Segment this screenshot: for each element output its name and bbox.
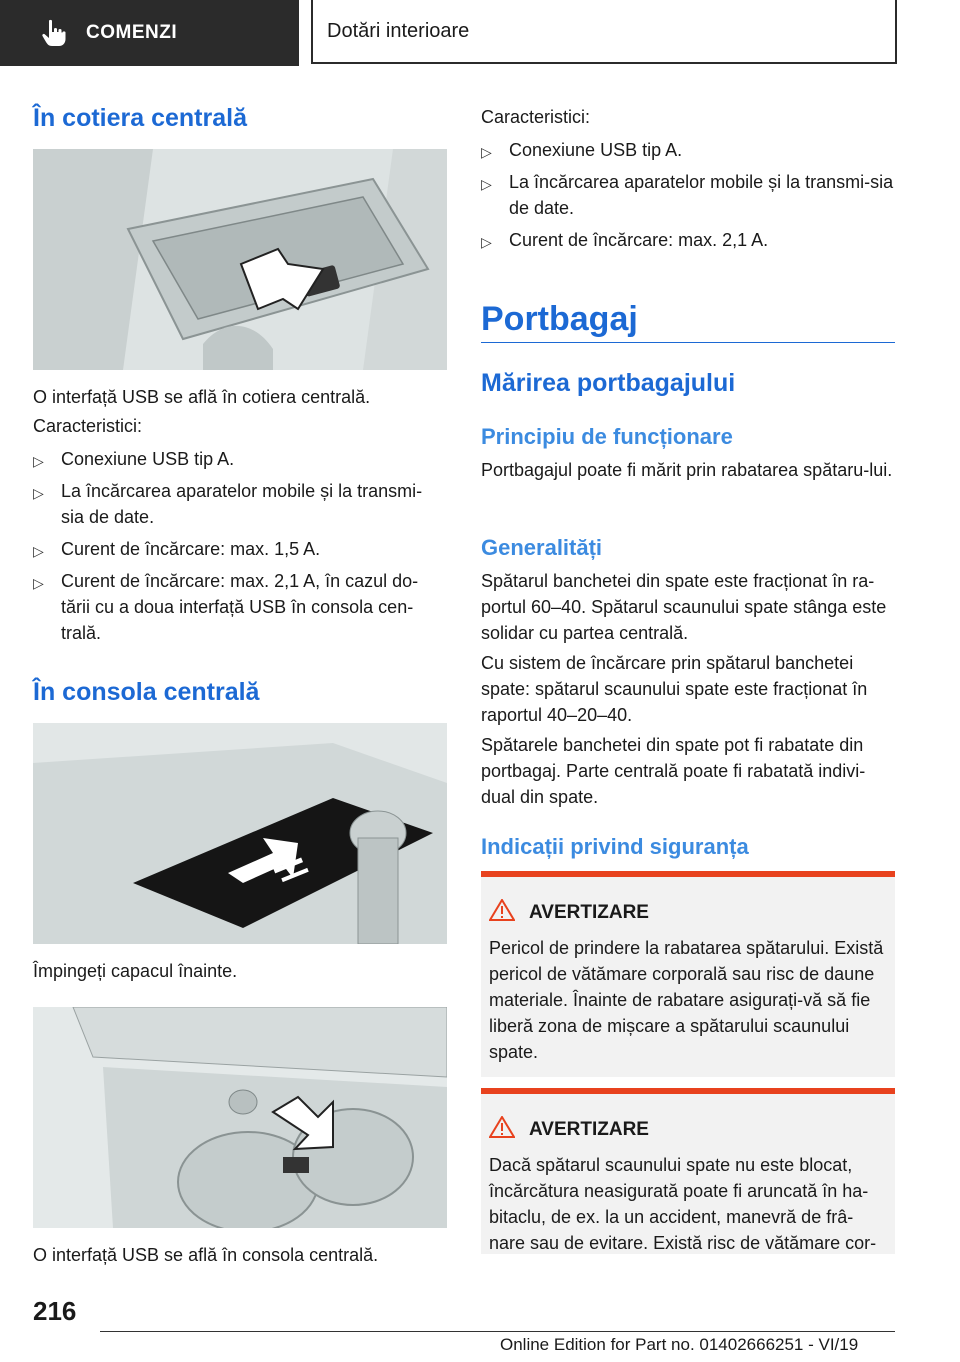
heading-enlarge-trunk: Mărirea portbagajului (481, 369, 736, 397)
armrest-usb-figure (33, 149, 447, 370)
page-number: 216 (33, 1296, 77, 1326)
warning-text: Pericol de prindere la rabatarea spătarului. Există pericol de vătămare corporală sau risc de daune materiale. Înainte de rabatare asigurați‐vă să fie liberă zona de mișcare a spătarului scaunului spate. (489, 938, 884, 1062)
warning-triangle-icon (489, 899, 515, 926)
triangle-bullet-icon: ▷ (481, 234, 492, 250)
list-item: ▷ La încărcarea aparatelor mobile și la transmi‐sia de date. (33, 481, 423, 527)
general-paragraph-3: Spătarele banchetei din spate pot fi rabatate din portbagaj. Parte centrală poate fi rabatată indivi‐dual din spate. (481, 735, 866, 807)
triangle-bullet-icon: ▷ (33, 543, 44, 559)
triangle-bullet-icon: ▷ (33, 485, 44, 501)
section-tab (311, 0, 897, 64)
console-feature-list (481, 137, 895, 259)
heading-console: În consola centrală (33, 678, 260, 706)
list-item: ▷ Conexiune USB tip A. (481, 137, 895, 163)
triangle-bullet-icon: ▷ (33, 453, 44, 469)
warning-title: AVERTIZARE (529, 901, 649, 923)
warning-box (481, 1088, 895, 1254)
warning-title: AVERTIZARE (529, 1118, 649, 1140)
footer-edition: Online Edition for Part no. 01402666251 - VI/19 (500, 1335, 859, 1354)
push-cover-caption: Împingeți capacul înainte. (33, 961, 238, 981)
warning-triangle-icon (489, 1116, 515, 1143)
features-label-right: Caracteristici: (481, 107, 591, 127)
principle-text: Portbagajul poate fi mărit prin rabatarea spătaru‐lui. (481, 460, 893, 480)
heading-trunk: Portbagaj (481, 300, 638, 338)
console-usb-caption: O interfață USB se află în consola centrală. (33, 1245, 379, 1265)
list-item: ▷ Conexiune USB tip A. (33, 446, 443, 472)
triangle-bullet-icon: ▷ (33, 575, 44, 591)
features-label: Caracteristici: (33, 416, 143, 436)
console-usb-figure (33, 1007, 447, 1228)
chapter-tab (0, 0, 299, 66)
warning-text: Dacă spătarul scaunului spate nu este blocat, încărcătura neasigurată poate fi aruncată în ha‐bitaclu, de ex. la un accident, manevră de frâ‐nare sau de evitare. Există risc de vătămare cor‐ (489, 1155, 877, 1253)
list-item: ▷ Curent de încărcare: max. 2,1 A. (481, 227, 895, 253)
list-item: ▷ Curent de încărcare: max. 1,5 A. (33, 536, 443, 562)
chapter-title: COMENZI (86, 22, 178, 43)
hand-pointer-icon (36, 15, 72, 51)
heading-armrest: În cotiera centrală (33, 104, 247, 132)
heading-divider (481, 342, 895, 343)
warning-header (489, 1116, 649, 1143)
general-paragraph-1: Spătarul banchetei din spate este fracționat în ra‐portul 60–40. Spătarul scaunului spate stânga este solidar cu partea centrală. (481, 571, 887, 643)
armrest-feature-list (33, 446, 443, 652)
triangle-bullet-icon: ▷ (481, 176, 492, 192)
section-title: Dotări interioare (327, 19, 470, 42)
list-item: ▷ La încărcarea aparatelor mobile și la transmi‐sia de date. (481, 172, 894, 218)
footer-divider (100, 1331, 895, 1332)
warning-box (481, 871, 895, 1077)
heading-safety: Indicații privind siguranța (481, 834, 749, 859)
warning-header (489, 899, 649, 926)
list-item: ▷ Curent de încărcare: max. 2,1 A, în cazul do‐tării cu a doua interfață USB în consola cen‐trală. (33, 571, 419, 643)
general-paragraph-2: Cu sistem de încărcare prin spătarul banchetei spate: spătarul scaunului spate este fracționat în raportul 40–20–40. (481, 653, 868, 725)
heading-general: Generalități (481, 535, 603, 560)
console-cover-figure (33, 723, 447, 944)
heading-principle: Principiu de funcționare (481, 424, 733, 449)
triangle-bullet-icon: ▷ (481, 144, 492, 160)
armrest-caption: O interfață USB se află în cotiera centrală. (33, 387, 371, 407)
